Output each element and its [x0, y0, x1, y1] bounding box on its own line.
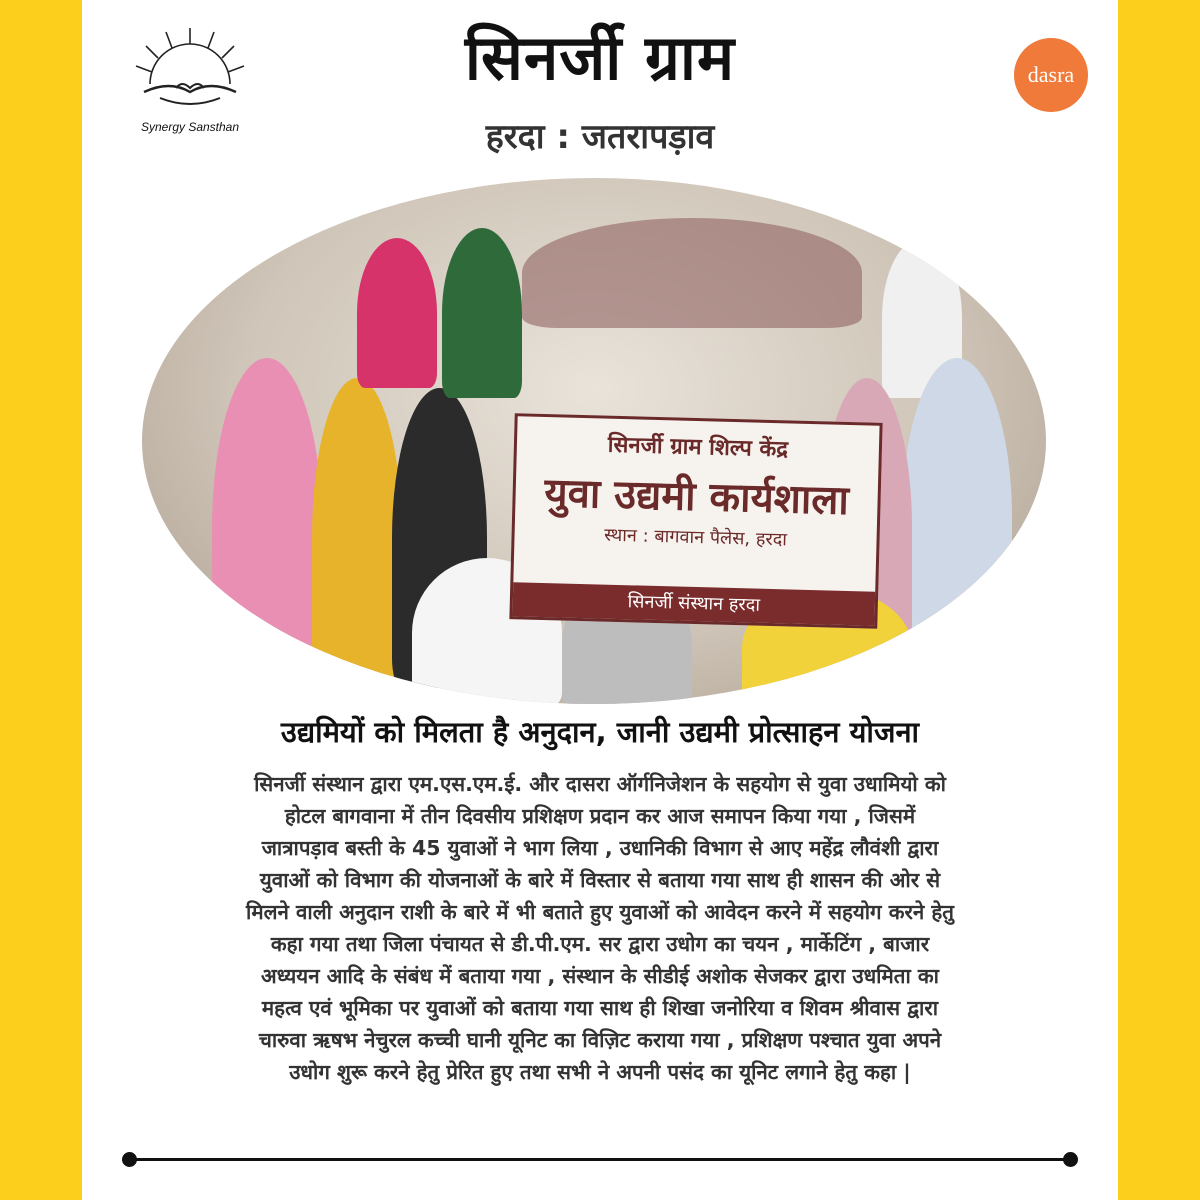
- photo-figure: [522, 218, 862, 328]
- logo-left-label: Synergy Sansthan: [140, 120, 240, 134]
- dasra-logo: [1014, 38, 1088, 112]
- event-banner: [509, 413, 882, 629]
- article-line: महत्व एवं भूमिका पर युवाओं को बताया गया साथ ही शिखा जनोरिया व शिवम श्रीवास द्वारा: [261, 996, 939, 1020]
- photo-figure: [212, 358, 322, 698]
- location-subtitle: हरदा : जतरापड़ाव: [485, 117, 715, 157]
- footer-divider: [126, 1158, 1074, 1161]
- banner-top-text: सिनर्जी ग्राम शिल्प केंद्र: [607, 432, 789, 463]
- article-line: अध्ययन आदि के संबंध में बताया गया , संस्थान के सीडीई अशोक सेजकर द्वारा उधमिता का: [261, 964, 939, 988]
- banner-foot-text: सिनर्जी संस्थान हरदा: [512, 582, 875, 625]
- article-line: सिनर्जी संस्थान द्वारा एम.एस.एम.ई. और दासरा ऑर्गनिजेशन के सहयोग से युवा उधामियो को: [254, 772, 946, 796]
- banner-sub-text: स्थान : बागवान पैलेस, हरदा: [603, 524, 788, 551]
- article-line: मिलने वाली अनुदान राशी के बारे में भी बताते हुए युवाओं को आवेदन करने में सहयोग करने हेतु: [246, 900, 954, 924]
- photo-figure: [902, 358, 1012, 678]
- article-body: [96, 768, 1104, 1088]
- article-line: युवाओं को विभाग की योजनाओं के बारे में विस्तार से बताया गया साथ ही शासन की ओर से: [259, 868, 941, 892]
- article-line: चारुवा ऋषभ नेचुरल कच्ची घानी यूनिट का विज़िट कराया गया , प्रशिक्षण पश्चात युवा अपने: [258, 1028, 942, 1052]
- poster-card: [82, 0, 1118, 1200]
- page-title: सिनर्जी ग्राम: [464, 21, 736, 94]
- article-line: जात्रापड़ाव बस्ती के 45 युवाओं ने भाग लिया , उधानिकी विभाग से आए महेंद्र लौवंशी द्वारा: [261, 836, 939, 860]
- banner-main-text: युवा उद्यमी कार्यशाला: [543, 470, 850, 524]
- photo-figure: [442, 228, 522, 398]
- article-line: उधोग शुरू करने हेतु प्रेरित हुए तथा सभी ने अपनी पसंद का यूनिट लगाने हेतु कहा |: [289, 1060, 911, 1084]
- group-photo: [142, 178, 1046, 704]
- article-line: होटल बागवाना में तीन दिवसीय प्रशिक्षण प्रदान कर आज समापन किया गया , जिसमें: [284, 804, 916, 828]
- photo-figure: [312, 378, 402, 698]
- article-headline: उद्यमियों को मिलता है अनुदान, जानी उद्यमी प्रोत्साहन योजना: [280, 715, 920, 749]
- article-line: कहा गया तथा जिला पंचायत से डी.पी.एम. सर द्वारा उधोग का चयन , मार्केटिंग , बाजार: [270, 932, 930, 956]
- photo-figure: [357, 238, 437, 388]
- divider-dot-left: [122, 1152, 137, 1167]
- dasra-logo-text: dasra: [1027, 62, 1075, 87]
- divider-dot-right: [1063, 1152, 1078, 1167]
